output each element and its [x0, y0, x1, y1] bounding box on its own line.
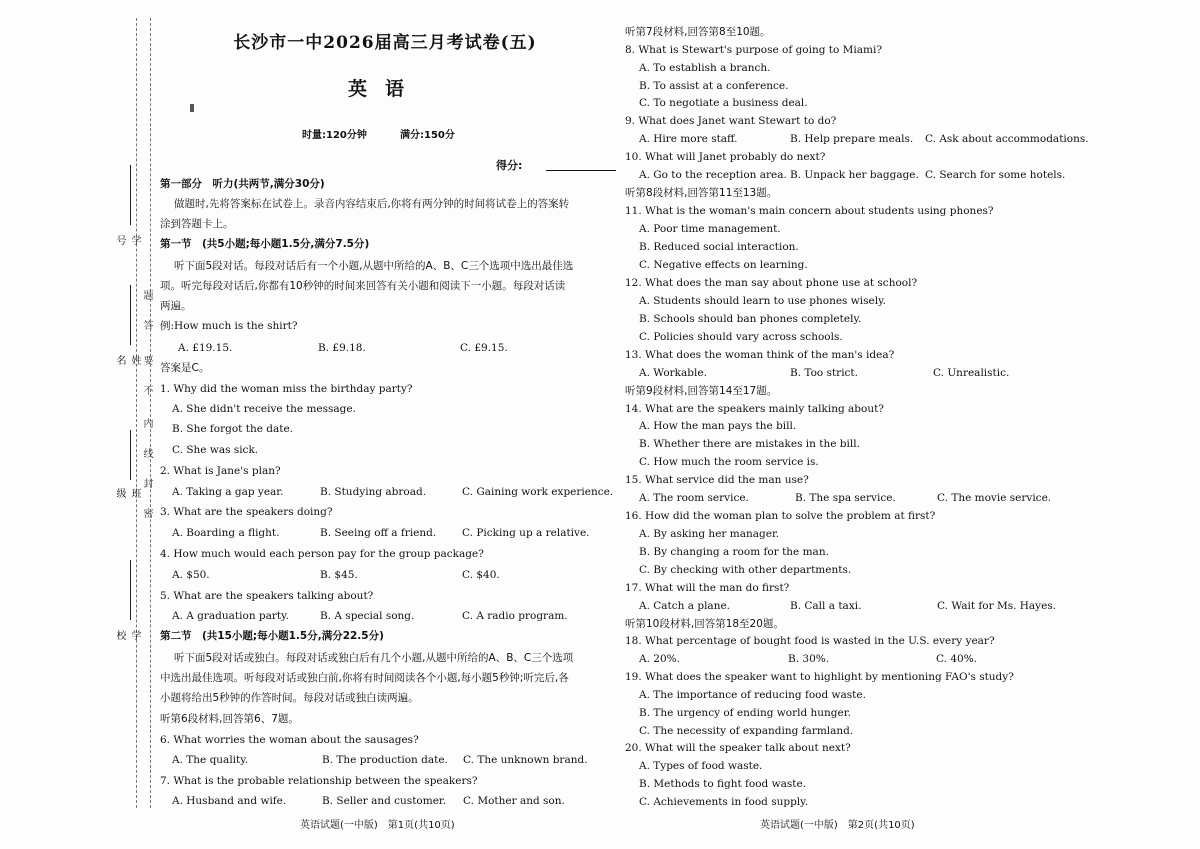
instruction: 两遍。 [160, 300, 192, 312]
option-c[interactable]: C. By checking with other departments. [639, 564, 852, 576]
option-c[interactable]: C. Mother and son. [463, 795, 565, 807]
section-heading: 第二节 (共15小题;每小题1.5分,满分22.5分) [160, 630, 384, 642]
material-heading: 听第9段材料,回答第14至17题。 [625, 385, 778, 397]
field-label: 姓名 [114, 355, 140, 369]
question: 17. What will the man do first? [625, 582, 790, 594]
option-c[interactable]: C. She was sick. [172, 444, 259, 456]
field-name[interactable] [114, 285, 146, 369]
question: 5. What are the speakers talking about? [160, 590, 374, 602]
field-label: 学号 [114, 235, 140, 249]
option-a[interactable]: A. Boarding a flight. [172, 527, 280, 539]
option-c[interactable]: C. Achievements in food supply. [639, 796, 809, 808]
option-c[interactable]: C. Wait for Ms. Hayes. [937, 600, 1057, 612]
score-label: 得分: [496, 159, 523, 172]
question: 12. What does the man say about phone use at school? [625, 277, 918, 289]
instruction: 做题时,先将答案标在试卷上。录音内容结束后,你将有两分钟的时间将试卷上的答案转 [174, 198, 570, 210]
option-b[interactable]: B. To assist at a conference. [639, 80, 789, 92]
option-b[interactable]: B. Seeing off a friend. [320, 527, 437, 539]
question: 2. What is Jane's plan? [160, 465, 281, 477]
option-a[interactable]: A. The quality. [172, 754, 249, 766]
option-a[interactable]: A. She didn't receive the message. [172, 403, 356, 415]
option-c[interactable]: C. Search for some hotels. [925, 169, 1066, 181]
question: 15. What service did the man use? [625, 474, 809, 486]
option-c[interactable]: C. The unknown brand. [463, 754, 588, 766]
option-c[interactable]: C. Unrealistic. [933, 367, 1010, 379]
option-b[interactable]: B. Reduced social interaction. [639, 241, 799, 253]
option-c[interactable]: C. Ask about accommodations. [925, 133, 1089, 145]
option-c[interactable]: C. 40%. [936, 653, 978, 665]
field-underline [130, 430, 131, 480]
seal-char: 内 [141, 418, 152, 431]
option-b[interactable]: B. The production date. [322, 754, 448, 766]
option-c[interactable]: C. The necessity of expanding farmland. [639, 725, 854, 737]
option-c[interactable]: C. $40. [462, 569, 500, 581]
seal-char: 题 [141, 290, 152, 303]
instruction: 项。听完每段对话后,你都有10秒钟的时间来回答有关小题和阅读下一小题。每段对话读 [160, 280, 566, 292]
option-b[interactable]: B. The spa service. [795, 492, 896, 504]
option-a[interactable]: A. Hire more staff. [639, 133, 738, 145]
field-label: 班级 [114, 488, 140, 502]
option-b[interactable]: B. 30%. [788, 653, 830, 665]
option-a[interactable]: A. Taking a gap year. [172, 486, 284, 498]
instruction: 听下面5段对话或独白。每段对话或独白后有几个小题,从题中所给的A、B、C三个选项 [174, 652, 574, 664]
option-b[interactable]: B. Call a taxi. [790, 600, 862, 612]
instruction: 小题将给出5秒钟的作答时间。每段对话或独白读两遍。 [160, 692, 419, 704]
field-label: 学校 [114, 630, 140, 644]
seal-notice-8 [139, 508, 154, 521]
option-b[interactable]: B. She forgot the date. [172, 423, 294, 435]
option-a[interactable]: A. Catch a plane. [639, 600, 731, 612]
question: 10. What will Janet probably do next? [625, 151, 826, 163]
instruction: 听下面5段对话。每段对话后有一个小题,从题中所给的A、B、C三个选项中选出最佳选 [174, 260, 574, 272]
option-c: C. £9.15. [460, 342, 508, 354]
seal-char: 线 [141, 448, 152, 461]
scan-speck [190, 104, 194, 112]
option-c[interactable]: C. To negotiate a business deal. [639, 97, 808, 109]
question: 11. What is the woman's main concern about students using phones? [625, 205, 994, 217]
option-c[interactable]: C. Negative effects on learning. [639, 259, 808, 271]
seal-char: 答 [141, 320, 152, 333]
option-b[interactable]: B. Too strict. [790, 367, 858, 379]
seal-char: 不 [141, 385, 152, 398]
option-c[interactable]: C. Policies should vary across schools. [639, 331, 843, 343]
page-footer: 英语试题(一中版) 第2页(共10页) [760, 820, 915, 831]
option-a[interactable]: A. Students should learn to use phones wisely. [639, 295, 886, 307]
part-heading: 第一部分 听力(共两节,满分30分) [160, 178, 325, 190]
field-underline [130, 285, 131, 345]
binding-margin [0, 0, 155, 849]
seal-notice-4 [139, 385, 154, 398]
seal-char: 要 [141, 355, 152, 368]
field-underline [130, 165, 131, 225]
question: 19. What does the speaker want to highlight by mentioning FAO's study? [625, 671, 1014, 683]
example-question: 例:How much is the shirt? [160, 320, 298, 332]
material-heading: 听第6段材料,回答第6、7题。 [160, 713, 299, 725]
question: 16. How did the woman plan to solve the problem at first? [625, 510, 936, 522]
question: 7. What is the probable relationship between the speakers? [160, 775, 478, 787]
option-a[interactable]: A. Poor time management. [639, 223, 781, 235]
option-c[interactable]: C. The movie service. [937, 492, 1052, 504]
section-heading: 第一节 (共5小题;每小题1.5分,满分7.5分) [160, 238, 370, 250]
option-a[interactable]: A. The room service. [639, 492, 749, 504]
option-a[interactable]: A. Types of food waste. [639, 760, 763, 772]
question: 18. What percentage of bought food is wasted in the U.S. every year? [625, 635, 995, 647]
option-b[interactable]: B. The urgency of ending world hunger. [639, 707, 851, 719]
material-heading: 听第10段材料,回答第18至20题。 [625, 618, 784, 630]
material-heading: 听第8段材料,回答第11至13题。 [625, 187, 778, 199]
question: 4. How much would each person pay for the group package? [160, 548, 484, 560]
option-b[interactable]: B. Whether there are mistakes in the bill. [639, 438, 860, 450]
full-score: 满分:150分 [400, 130, 455, 141]
option-b[interactable]: B. Seller and customer. [322, 795, 447, 807]
question: 1. Why did the woman miss the birthday party? [160, 383, 413, 395]
subject-title: 英语 [347, 78, 422, 100]
option-a[interactable]: A. A graduation party. [172, 610, 290, 622]
field-underline [130, 560, 131, 620]
binding-line-inner [150, 18, 151, 808]
question: 20. What will the speaker talk about next? [625, 742, 851, 754]
option-c[interactable]: C. How much the room service is. [639, 456, 819, 468]
question: 6. What worries the woman about the sausages? [160, 734, 419, 746]
material-heading: 听第7段材料,回答第8至10题。 [625, 26, 771, 38]
option-c[interactable]: C. Picking up a relative. [462, 527, 590, 539]
time-limit: 时量:120分钟 [302, 130, 367, 141]
option-a[interactable]: A. By asking her manager. [639, 528, 780, 540]
score-blank[interactable] [546, 170, 616, 171]
option-a[interactable]: A. The importance of reducing food waste. [639, 689, 866, 701]
binding-line [136, 18, 137, 808]
option-b[interactable]: B. Schools should ban phones completely. [639, 313, 862, 325]
option-a[interactable]: A. $50. [172, 569, 210, 581]
seal-char: 封 [141, 478, 152, 491]
exam-title: 长沙市一中2026届高三月考试卷(五) [233, 33, 537, 53]
instruction: 中选出最佳选项。听每段对话或独白前,你将有时间阅读各个小题,每小题5秒钟;听完后,各 [160, 672, 569, 684]
option-a[interactable]: A. Husband and wife. [172, 795, 287, 807]
page-footer: 英语试题(一中版) 第1页(共10页) [300, 820, 455, 831]
example-answer: 答案是C。 [160, 362, 210, 374]
option-a[interactable]: A. Go to the reception area. [639, 169, 787, 181]
question: 3. What are the speakers doing? [160, 506, 333, 518]
option-a[interactable]: A. 20%. [639, 653, 680, 665]
option-b[interactable]: B. By changing a room for the man. [639, 546, 829, 558]
question: 13. What does the woman think of the man's idea? [625, 349, 895, 361]
option-a[interactable]: A. How the man pays the bill. [639, 420, 797, 432]
option-b[interactable]: B. Help prepare meals. [790, 133, 914, 145]
instruction: 涂到答题卡上。 [160, 218, 234, 230]
option-b[interactable]: B. Unpack her baggage. [790, 169, 919, 181]
option-b[interactable]: B. Studying abroad. [320, 486, 427, 498]
seal-char: 密 [141, 508, 152, 521]
option-a[interactable]: A. Workable. [639, 367, 707, 379]
question: 14. What are the speakers mainly talking about? [625, 403, 884, 415]
option-b[interactable]: B. Methods to fight food waste. [639, 778, 807, 790]
option-a: A. £19.15. [178, 342, 233, 354]
field-class[interactable] [114, 430, 146, 502]
option-a[interactable]: A. To establish a branch. [639, 62, 771, 74]
option-b: B. £9.18. [318, 342, 366, 354]
question: 8. What is Stewart's purpose of going to Miami? [625, 44, 882, 56]
option-b[interactable]: B. $45. [320, 569, 358, 581]
option-c[interactable]: C. A radio program. [462, 610, 568, 622]
field-school[interactable] [114, 560, 146, 644]
question: 9. What does Janet want Stewart to do? [625, 115, 837, 127]
option-c[interactable]: C. Gaining work experience. [462, 486, 614, 498]
option-b[interactable]: B. A special song. [320, 610, 415, 622]
field-student-id[interactable] [114, 165, 146, 249]
